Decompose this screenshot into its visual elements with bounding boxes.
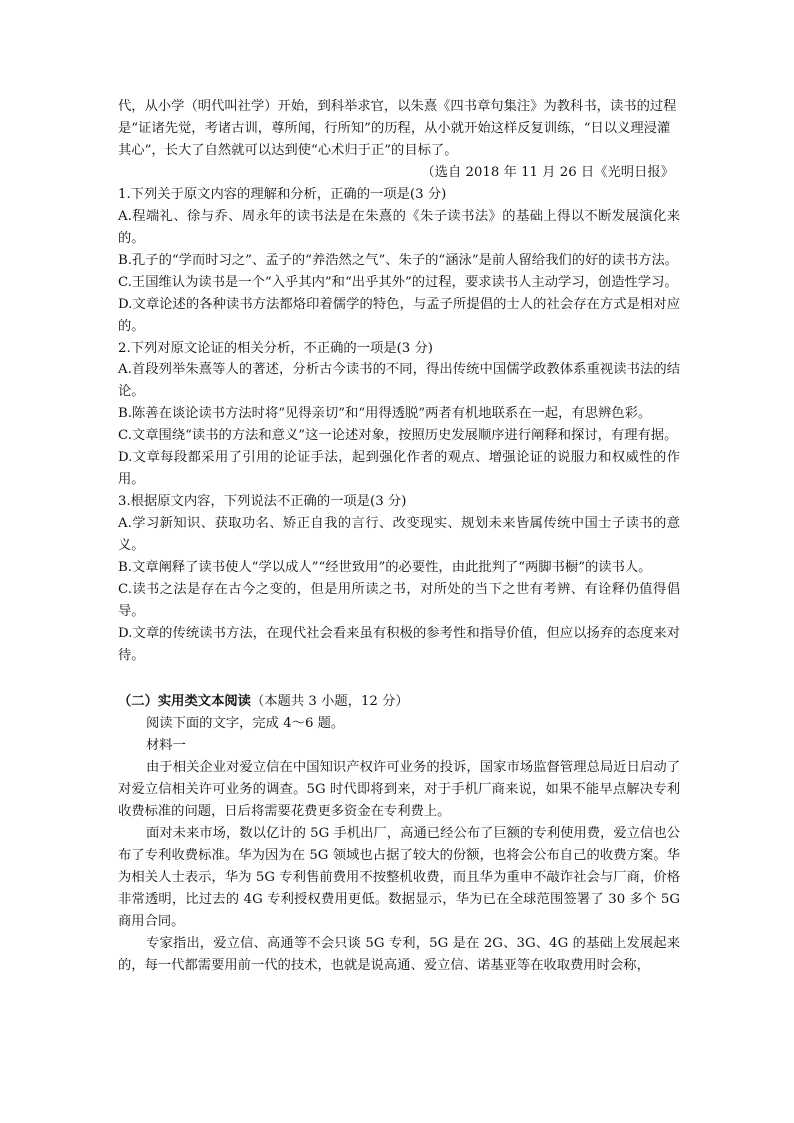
option-a: A.程端礼、徐与乔、周永年的读书法是在朱熹的《朱子读书法》的基础上得以不断发展演化来的。	[118, 208, 680, 246]
question-stem: 1.下列关于原文内容的理解和分析，正确的一项是(3 分)	[118, 187, 447, 202]
section-heading-bold: （二）实用类文本阅读	[118, 693, 251, 709]
material-paragraph-2: 面对未来市场，数以亿计的 5G 手机出厂，高通已经公布了巨额的专利使用费，爱立信也公布了专利收费标准。华为因为在 5G 领域也占据了较大的份额，也将会公布自己的收费方案。华为相关人士表示，华为 5G 专利售前费用不按整机收费，而且华为重申不敲诈社会与厂商，价格非常透明，比过去的 4G 专利授权费用更低。数据显示，华为已在全球范围签署了 30 多个 5G 商用合同。	[118, 825, 680, 929]
option-b: B.陈善在谈论读书方法时将“见得亲切”和“用得透脱”两者有机地联系在一起，有思辨色彩。	[118, 406, 652, 422]
instruction: 阅读下面的文字，完成 4～6 题。	[146, 715, 345, 731]
option-d: D.文章论述的各种读书方法都烙印着儒学的特色，与孟子所提倡的士人的社会存在方式是相对应的。	[118, 296, 680, 334]
intro-paragraph: 代，从小学（明代叫社学）开始，到科举求官，以朱熹《四书章句集注》为教科书，读书的过程是“证诸先觉，考诸古训，尊所闻，行所知”的历程，从小就开始这样反复训练，“日以义理浸灌其心”，长大了自然就可以达到使“心术归于正”的目标了。	[118, 99, 677, 158]
question-stem: 3.根据原文内容，下列说法不正确的一项是(3 分)	[118, 494, 407, 510]
option-d: D.文章每段都采用了引用的论证手法，起到强化作者的观点、增强论证的说服力和权威性的作用。	[118, 450, 680, 488]
material-paragraph-1: 由于相关企业对爱立信在中国知识产权许可业务的投诉，国家市场监督管理总局近日启动了对爱立信相关许可业务的调查。5G 时代即将到来，对于手机厂商来说，如果不能早点解决专利收费标准的问题，日后将需要花费更多资金在专利费上。	[118, 759, 680, 819]
question-1	[118, 184, 680, 338]
option-b: B.文章阐释了读书使人“学以成人”“经世致用”的必要性，由此批判了“两脚书橱”的读书人。	[118, 559, 652, 575]
section-heading-rest: （本题共 3 小题，12 分）	[250, 693, 409, 709]
option-c: C.读书之法是存在古今之变的，但是用所读之书，对所处的当下之世有考辨、有诠释仍值得倡导。	[118, 581, 680, 619]
option-c: C.文章围绕“读书的方法和意义”这一论述对象，按照历史发展顺序进行阐释和探讨，有理有据。	[118, 428, 678, 444]
question-stem: 2.下列对原文论证的相关分析，不正确的一项是(3 分)	[118, 340, 433, 356]
option-a: A.学习新知识、获取功名、矫正自我的言行、改变现实、规划未来皆属传统中国士子读书的意义。	[118, 515, 680, 553]
option-c: C.王国维认为读书是一个“入乎其内”和“出乎其外”的过程，要求读书人主动学习，创造性学习。	[118, 274, 678, 290]
option-a: A.首段列举朱熹等人的著述，分析古今读书的不同，得出传统中国儒学政教体系重视读书法的结论。	[118, 362, 680, 400]
option-b: B.孔子的“学而时习之”、孟子的“养浩然之气”、朱子的“涵泳”是前人留给我们的好的读书方法。	[118, 252, 679, 268]
option-d: D.文章的传统读书方法，在现代社会看来虽有积极的参考性和指导价值，但应以扬弃的态度来对待。	[118, 625, 680, 663]
material-label: 材料一	[146, 737, 186, 753]
question-2	[118, 338, 680, 492]
question-3	[118, 491, 680, 667]
source-citation: （选自 2018 年 11 月 26 日《光明日报》	[421, 165, 674, 180]
document-page	[118, 96, 680, 977]
material-paragraph-3: 专家指出，爱立信、高通等不会只谈 5G 专利，5G 是在 2G、3G、4G 的基础上发展起来的，每一代都需要用前一代的技术，也就是说高通、爱立信、诺基亚等在收取费用时会称，	[118, 935, 680, 973]
section-heading	[118, 691, 680, 713]
